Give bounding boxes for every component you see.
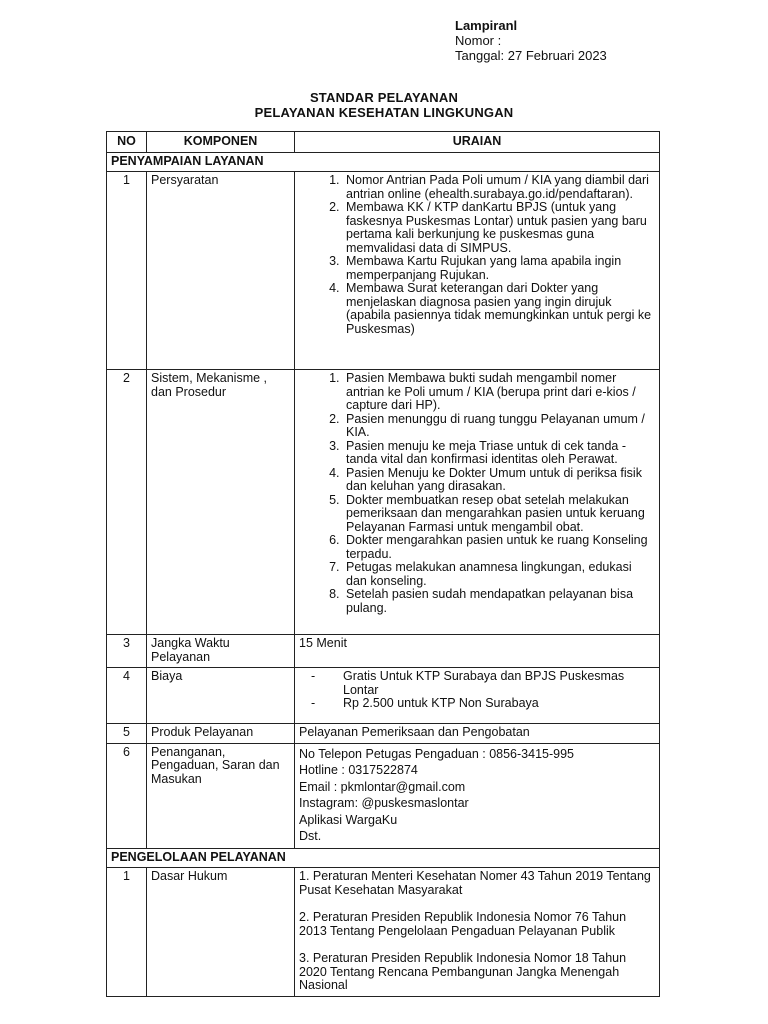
list-item: 4. Membawa Surat keterangan dari Dokter yang menjelaskan diagnosa pasien yang ingin dirujuk (apabila pasiennya tidak memungkinkan untuk pergi ke Puskesmas): [343, 282, 655, 336]
list-item: 3. Pasien menuju ke meja Triase untuk di cek tanda - tanda vital dan konfirmasi identitas oleh Perawat.: [343, 440, 655, 467]
section-title-pengelolaan: PENGELOLAAN PELAYANAN: [107, 848, 660, 868]
table-row: [107, 172, 660, 370]
row-komponen: Produk Pelayanan: [147, 724, 295, 744]
list-item: 1. Nomor Antrian Pada Poli umum / KIA yang diambil dari antrian online (ehealth.surabaya.go.id/pendaftaran).: [343, 174, 655, 201]
table-row: [107, 868, 660, 997]
procedure-list: [299, 372, 655, 615]
row-komponen: Persyaratan: [147, 172, 295, 370]
document-subtitle: PELAYANAN KESEHATAN LINGKUNGAN: [254, 105, 514, 120]
document-titles: [0, 90, 768, 120]
row-uraian: [295, 370, 660, 635]
cost-list: [299, 670, 655, 711]
table-row: [107, 370, 660, 635]
header-uraian: URAIAN: [295, 132, 660, 153]
section-title-penyampaian: PENYAMPAIAN LAYANAN: [107, 152, 660, 172]
attachment-number: Nomor :: [455, 33, 502, 48]
row-number: 1: [107, 868, 147, 997]
list-item: 2. Pasien menunggu di ruang tunggu Pelayanan umum / KIA.: [343, 413, 655, 440]
list-item: 4. Pasien Menuju ke Dokter Umum untuk di periksa fisik dan keluhan yang dirasakan.: [343, 467, 655, 494]
attachment-date: Tanggal: 27 Februari 2023: [455, 48, 607, 63]
list-item: 8. Setelah pasien sudah mendapatkan pelayanan bisa pulang.: [343, 588, 655, 615]
row-number: 1: [107, 172, 147, 370]
dash-bullet: -: [311, 669, 316, 683]
table-row: [107, 635, 660, 668]
table-row: [107, 724, 660, 744]
document-title: STANDAR PELAYANAN: [309, 90, 459, 105]
list-item: 5. Dokter membuatkan resep obat setelah melakukan pemeriksaan dan mengarahkan pasien untuk keruang Pelayanan Farmasi untuk mengambil obat.: [343, 494, 655, 535]
row-uraian: [295, 668, 660, 724]
row-number: 6: [107, 743, 147, 848]
row-komponen: Penanganan, Pengaduan, Saran dan Masukan: [147, 743, 295, 848]
table-header-row: [107, 132, 660, 153]
table-row: [107, 743, 660, 848]
list-item: 6. Dokter mengarahkan pasien untuk ke ruang Konseling terpadu.: [343, 534, 655, 561]
legal-basis-item: 2. Peraturan Presiden Republik Indonesia Nomor 76 Tahun 2013 Tentang Pengelolaan Pengaduan Pelayanan Publik: [299, 910, 627, 938]
list-item: [311, 697, 655, 711]
complaint-phone: No Telepon Petugas Pengaduan : 0856-3415-995: [299, 746, 574, 761]
attachment-title: Lampiranl: [455, 18, 518, 33]
table-row: [107, 668, 660, 724]
legal-basis-item: 1. Peraturan Menteri Kesehatan Nomer 43 Tahun 2019 Tentang Pusat Kesehatan Masyarakat: [299, 869, 651, 897]
row-komponen: Jangka Waktu Pelayanan: [147, 635, 295, 668]
row-number: 2: [107, 370, 147, 635]
attachment-header: [455, 18, 607, 63]
section-row: [107, 152, 660, 172]
legal-basis-item: 3. Peraturan Presiden Republik Indonesia Nomor 18 Tahun 2020 Tentang Rencana Pembangunan Jangka Menengah Nasional: [299, 951, 627, 992]
list-item: 3. Membawa Kartu Rujukan yang lama apabila ingin memperpanjang Rujukan.: [343, 255, 655, 282]
list-item: 2. Membawa KK / KTP danKartu BPJS (untuk yang faskesnya Puskesmas Lontar) untuk pasien yang baru pertama kali berkunjung ke puskesmas guna memvalidasi data di SIMPUS.: [343, 201, 655, 255]
row-number: 5: [107, 724, 147, 744]
app-name: Aplikasi WargaKu: [299, 812, 398, 827]
row-komponen: Sistem, Mekanisme , dan Prosedur: [147, 370, 295, 635]
row-uraian: [295, 743, 660, 848]
row-uraian: [295, 172, 660, 370]
row-uraian: Pelayanan Pemeriksaan dan Pengobatan: [295, 724, 660, 744]
service-standard-table: [106, 131, 660, 997]
cost-item-text: Gratis Untuk KTP Surabaya dan BPJS Puskesmas Lontar: [343, 669, 625, 697]
row-uraian: [295, 868, 660, 997]
list-item: 7. Petugas melakukan anamnesa lingkungan, edukasi dan konseling.: [343, 561, 655, 588]
section-row: [107, 848, 660, 868]
row-komponen: Biaya: [147, 668, 295, 724]
dash-bullet: -: [311, 696, 316, 710]
header-no: NO: [107, 132, 147, 153]
email: Email : pkmlontar@gmail.com: [299, 779, 466, 794]
hotline: Hotline : 0317522874: [299, 763, 418, 777]
row-number: 3: [107, 635, 147, 668]
cost-item-text: Rp 2.500 untuk KTP Non Surabaya: [343, 696, 539, 710]
list-item: [311, 670, 655, 697]
row-komponen: Dasar Hukum: [147, 868, 295, 997]
row-uraian: 15 Menit: [295, 635, 660, 668]
list-item: 1. Pasien Membawa bukti sudah mengambil nomer antrian ke Poli umum / KIA (berupa print dari e-kios / capture dari HP).: [343, 372, 655, 413]
header-komponen: KOMPONEN: [147, 132, 295, 153]
requirements-list: [299, 174, 655, 336]
instagram: Instagram: @puskesmaslontar: [299, 796, 469, 810]
etc: Dst.: [299, 829, 322, 843]
row-number: 4: [107, 668, 147, 724]
